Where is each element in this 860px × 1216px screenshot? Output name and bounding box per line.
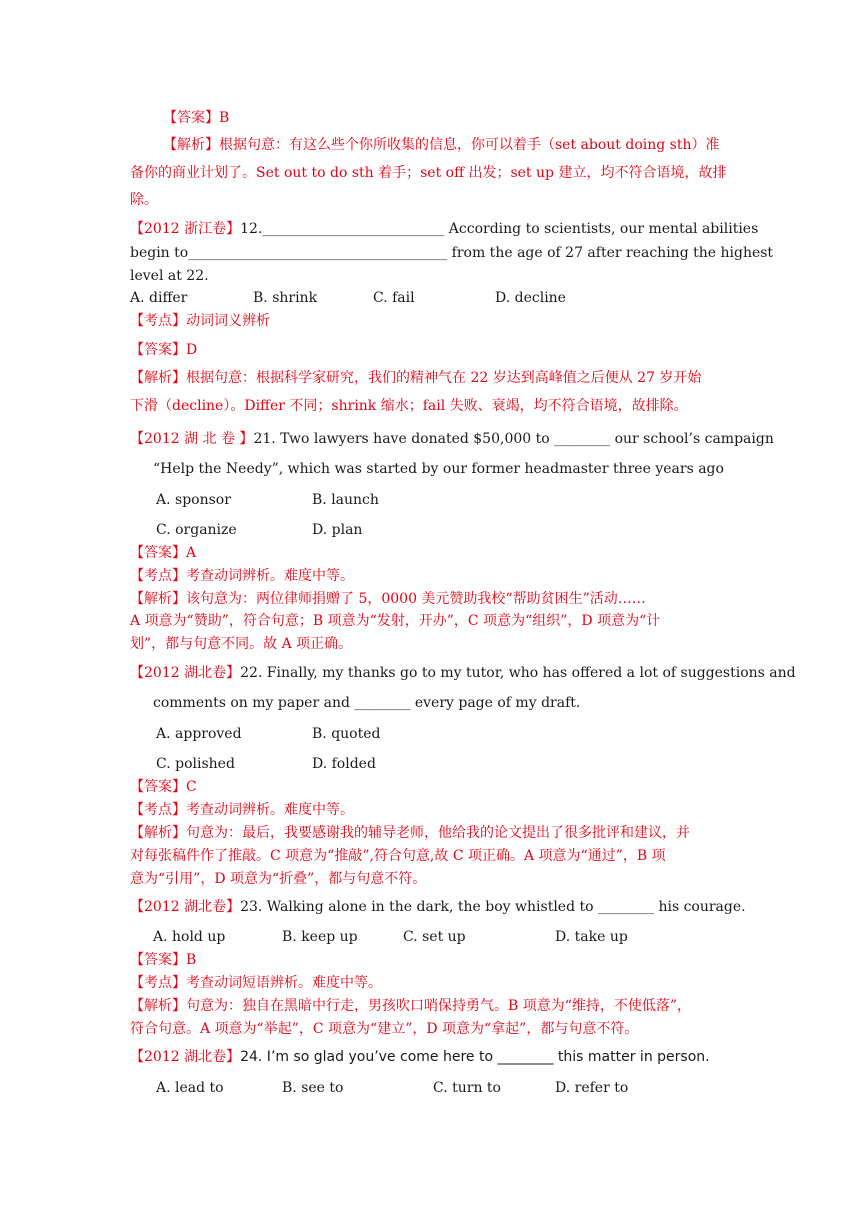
answer-line: 【答案】C [130, 779, 197, 795]
analysis-line: A 项意为“赞助”，符合句意；B 项意为“发射，开办”，C 项意为“组织”，D 项意为“计 [130, 613, 661, 629]
source-tag: 【2012 湖北卷】 [130, 665, 241, 681]
analysis-line: 除。 [130, 192, 158, 208]
option-b: B. keep up [282, 929, 358, 945]
analysis-line: 【解析】根据句意：有这么些个你所收集的信息，你可以着手（set about doing sth）准 [163, 137, 720, 153]
question-stem: “Help the Needy”, which was started by our former headmaster three years ago [153, 461, 724, 477]
option-c: C. fail [373, 290, 415, 306]
stem-text: 21. Two lawyers have donated $50,000 to ________ our school’s campaign [253, 431, 774, 447]
analysis-line: 划”，都与句意不同。故 A 项正确。 [130, 636, 353, 652]
option-c: C. polished [156, 756, 235, 772]
point-line: 【考点】考查动词辨析。难度中等。 [130, 802, 354, 818]
stem-text: 24. I’m so glad you’ve come here to ________ this matter in person. [240, 1049, 710, 1065]
option-d: D. folded [312, 756, 376, 772]
analysis-line: 下滑（decline）。Differ 不同；shrink 缩水；fail 失败、衰竭，均不符合语境，故排除。 [130, 398, 688, 414]
option-b: B. see to [282, 1080, 344, 1096]
option-c: C. set up [403, 929, 466, 945]
option-b: B. shrink [253, 290, 318, 306]
point-line: 【考点】考查动词短语辨析。难度中等。 [130, 975, 382, 991]
stem-text: 23. Walking alone in the dark, the boy whistled to ________ his courage. [240, 899, 746, 915]
analysis-line: 【解析】根据句意：根据科学家研究，我们的精神气在 22 岁达到高峰值之后便从 27 岁开始 [130, 370, 702, 386]
analysis-line: 【解析】该句意为：两位律师捐赠了 5，0000 美元赞助我校“帮助贫困生”活动…… [130, 591, 646, 607]
analysis-line: 【解析】句意为：独自在黑暗中行走，男孩吹口哨保持勇气。B 项意为“维持，不使低落”， [130, 998, 692, 1014]
stem-text: 22. Finally, my thanks go to my tutor, who has offered a lot of suggestions and [240, 665, 796, 681]
option-d: D. decline [495, 290, 566, 306]
option-c: C. organize [156, 522, 237, 538]
option-b: B. launch [312, 492, 379, 508]
answer-line: 【答案】B [130, 952, 197, 968]
source-tag: 【2012 湖北卷】 [130, 899, 241, 915]
option-d: D. take up [555, 929, 628, 945]
question-stem: level at 22. [130, 268, 209, 284]
source-tag: 【2012 浙江卷】 [130, 221, 241, 237]
option-a: A. hold up [153, 929, 226, 945]
option-a: A. approved [156, 726, 242, 742]
option-b: B. quoted [312, 726, 381, 742]
question-stem [130, 663, 796, 683]
option-c: C. turn to [433, 1080, 501, 1096]
question-stem [130, 219, 759, 239]
question-stem [130, 429, 774, 449]
option-d: D. refer to [555, 1080, 629, 1096]
question-stem: begin to_____________________________________ from the age of 27 after reaching the highest [130, 245, 774, 261]
source-tag: 【2012 湖北卷】 [130, 1049, 241, 1065]
option-a: A. differ [130, 290, 188, 306]
question-stem: comments on my paper and ________ every page of my draft. [153, 695, 581, 711]
question-stem [130, 897, 746, 917]
analysis-line: 对每张稿件作了推敲。C 项意为“推敲”,符合句意,故 C 项正确。A 项意为“通过”，B 项 [130, 848, 666, 864]
answer-line: 【答案】D [130, 342, 198, 358]
analysis-line: 符合句意。A 项意为“举起”，C 项意为“建立”，D 项意为“拿起”，都与句意不符。 [130, 1021, 639, 1037]
stem-text: 12.__________________________ According to scientists, our mental abilities [240, 221, 759, 237]
analysis-line: 意为“引用”，D 项意为“折叠”，都与句意不符。 [130, 871, 427, 887]
point-line: 【考点】考查动词辨析。难度中等。 [130, 568, 354, 584]
source-tag: 【2012 湖 北 卷 】 [130, 431, 254, 447]
option-d: D. plan [312, 522, 363, 538]
option-a: A. lead to [156, 1080, 224, 1096]
analysis-line: 【解析】句意为：最后，我要感谢我的辅导老师，他给我的论文提出了很多批评和建议，并 [130, 825, 690, 841]
question-stem [130, 1047, 710, 1067]
answer-line: 【答案】B [163, 110, 230, 126]
analysis-line: 备你的商业计划了。Set out to do sth 着手；set off 出发；set up 建立，均不符合语境，故排 [130, 165, 727, 181]
answer-line: 【答案】A [130, 545, 197, 561]
point-line: 【考点】动词词义辨析 [130, 313, 270, 329]
option-a: A. sponsor [156, 492, 231, 508]
